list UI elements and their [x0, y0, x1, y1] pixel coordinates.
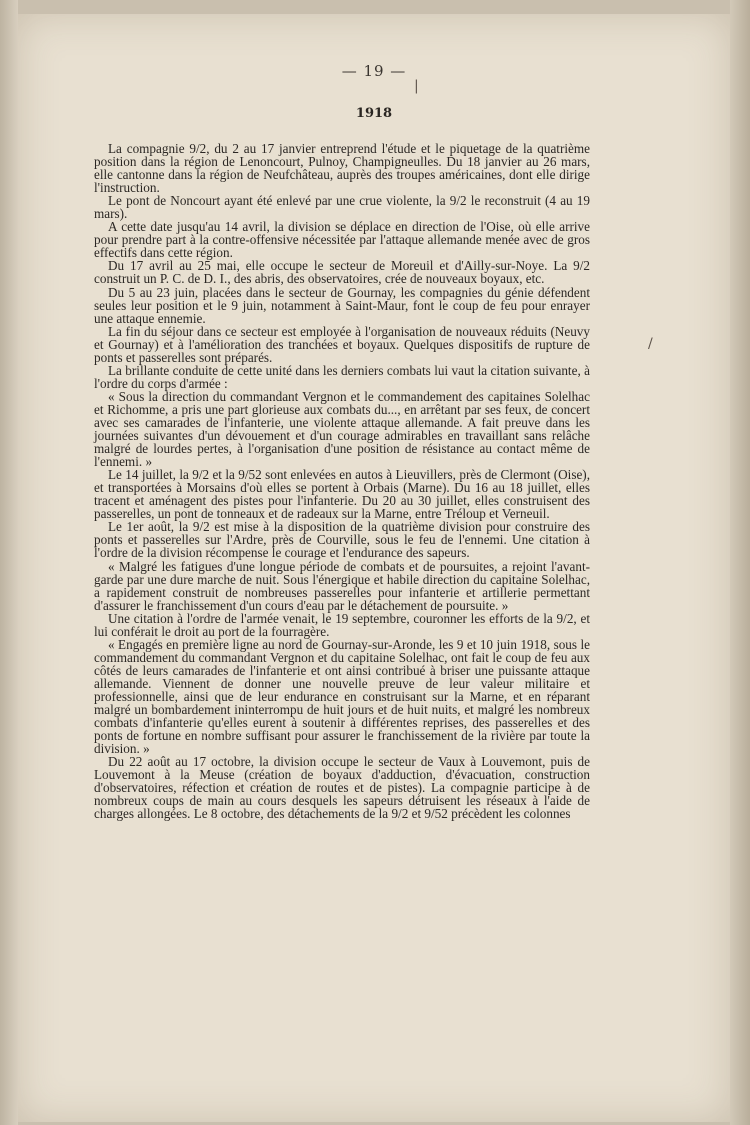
citation-paragraph: « Sous la direction du commandant Vergnon et le commandement des capitaines Solelhac et Richomme, a pris une part glorieuse aux combats du..., en arrêtant par ses feux, de concert avec ses camarades de l'infanterie, une violente attaque allemande. A fait preuve dans les journées suivantes d'un dévouement et d'un courage admirables en travaillant sans relâche malgré de lourdes pertes, à l'organisation d'une position de résistance au contact même de l'ennemi. »	[94, 388, 590, 470]
section-year-heading: 1918	[355, 106, 393, 121]
paragraph: Le 1er août, la 9/2 est mise à la disposition de la quatrième division pour construire des ponts et passerelles sur l'Ardre, près de Courville, sous le feu de l'ennemi. Une citation à l'ordre de la division récompense le courage et l'endurance des sapeurs.	[94, 519, 590, 561]
paragraph: Du 17 avril au 25 mai, elle occupe le secteur de Moreuil et d'Ailly-sur-Noye. La 9/2 construit un P. C. de D. I., des abris, des observatoires, crée de nouveaux boyaux, etc.	[94, 258, 590, 287]
paragraph: Du 5 au 23 juin, placées dans le secteur de Gournay, les compagnies du génie défendent seules leur position et le 9 juin, notamment à Saint-Maur, font le coup de feu pour enrayer une attaque ennemie.	[94, 284, 590, 326]
paragraph: La brillante conduite de cette unité dans les derniers combats lui vaut la citation suivante, à l'ordre du corps d'armée :	[94, 362, 590, 391]
document-page	[18, 14, 730, 1122]
left-page-edge	[0, 0, 18, 1125]
paragraph: Le 14 juillet, la 9/2 et la 9/52 sont enlevées en autos à Lieuvillers, près de Clermont (Oise), et transportées à Morsains d'où elles se portent à Orbais (Marne). Du 16 au 18 juillet, elles tracent et aménagent des pistes pour l'infanterie. Du 20 au 30 juillet, elles construisent des passerelles, un pont de tonneaux et de radeaux sur la Marne, entre Tréloup et Verneuil.	[94, 467, 590, 522]
paragraph: Du 22 août au 17 octobre, la division occupe le secteur de Vaux à Louvemont, puis de Louvemont à la Meuse (création de boyaux d'adduction, d'évacuation, construction d'observatoires, réfection et création de routes et de pistes). La compagnie participe à de nombreux coups de main au cours desquels les sapeurs détruisent les réseaux à l'aide de charges allongées. Le 8 octobre, des détachements de la 9/2 et 9/52 précèdent les colonnes	[94, 754, 590, 822]
page-number: — 19 —	[341, 62, 407, 80]
paragraph: Une citation à l'ordre de l'armée venait, le 19 septembre, couronner les efforts de la 9/2, et lui conférait le droit au port de la fourragère.	[94, 610, 590, 639]
paragraph: A cette date jusqu'au 14 avril, la division se déplace en direction de l'Oise, où elle arrive pour prendre part à la contre-offensive nécessitée par l'attaque allemande menée avec de gros effectifs dans cette région.	[94, 219, 590, 261]
paragraph: La compagnie 9/2, du 2 au 17 janvier entreprend l'étude et le piquetage de la quatrième position dans la région de Lenoncourt, Pulnoy, Champigneulles. Du 18 janvier au 26 mars, elle cantonne dans la région de Neufchâteau, auprès des troupes américaines, dont elle dirige l'instruction.	[94, 141, 590, 196]
pencil-mark: |	[414, 78, 419, 94]
paragraph: Le pont de Noncourt ayant été enlevé par une crue violente, la 9/2 le reconstruit (4 au 19 mars).	[94, 193, 590, 222]
pencil-mark: /	[648, 336, 653, 352]
right-page-edge	[730, 0, 750, 1125]
citation-paragraph: « Engagés en première ligne au nord de Gournay-sur-Aronde, les 9 et 10 juin 1918, sous le commandement du commandant Vergnon et du capitaine Solelhac, ont fait le coup de feu aux côtés de leurs camarades de l'infanterie et ont ainsi contribué à briser une puissante attaque allemande. Viennent de donner une nouvelle preuve de leur valeur militaire et professionnelle, ainsi que de leur endurance en construisant sur la Marne, et en réparant malgré un bombardement ininterrompu de huit jours et de huit nuits, et malgré les nombreux combats d'infanterie qu'elles eurent à soutenir à différentes reprises, des passerelles et des ponts de fortune en nombre suffisant pour assurer le franchissement de la rivière par toute la division. »	[94, 636, 590, 757]
body-text	[94, 142, 590, 820]
paragraph: La fin du séjour dans ce secteur est employée à l'organisation de nouveaux réduits (Neuvy et Gournay) et à l'amélioration des tranchées et boyaux. Quelques dispositifs de rupture de ponts et passerelles sont préparés.	[94, 323, 590, 365]
citation-paragraph: « Malgré les fatigues d'une longue période de combats et de poursuites, a rejoint l'avant-garde par une dure marche de nuit. Sous l'énergique et habile direction du capitaine Solelhac, a rapidement construit de nombreuses passerelles pour infanterie et artillerie permettant d'assurer le franchissement d'un cours d'eau par le détachement de poursuite. »	[94, 558, 590, 613]
